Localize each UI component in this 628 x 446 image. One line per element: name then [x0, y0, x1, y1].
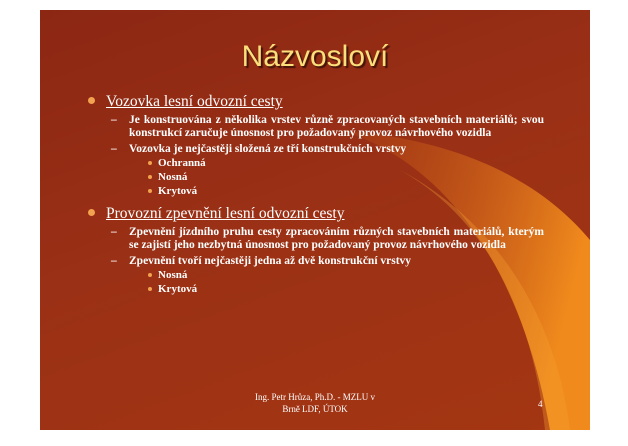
- dash-icon: –: [111, 255, 117, 267]
- dash-icon: –: [111, 114, 117, 126]
- sub-list-item: Krytová: [84, 184, 544, 198]
- sub-list-item: Ochranná: [84, 156, 544, 170]
- sub-list-item: Nosná: [84, 170, 544, 184]
- bullet-icon: [148, 189, 152, 193]
- sub-list-item: Nosná: [84, 268, 544, 282]
- bullet-icon: [148, 175, 152, 179]
- slide: [40, 10, 590, 430]
- list-item: – Zpevnění jízdního pruhu cesty zpracováním různých stavebních materiálů, kterým se zajistí jeho nezbytná únosnost pro požadovaný provoz návrhového vozidla: [111, 226, 544, 251]
- list-item: – Vozovka je nejčastěji složená ze tří konstrukčních vrstvy: [111, 143, 407, 155]
- bullet-icon: [148, 161, 152, 165]
- list-item: – Zpevnění tvoří nejčastěji jedna až dvě konstrukční vrstvy: [111, 255, 412, 267]
- list-item: – Je konstruována z několika vrstev různě zpracovaných stavebních materiálů; svou konstrukcí zaručuje únosnost pro požadovaný provoz návrhového vozidla: [111, 114, 544, 139]
- slide-footer: Ing. Petr Hrůza, Ph.D. - MZLU v Brně LDF, ÚTOK: [255, 392, 375, 414]
- dash-icon: –: [111, 143, 117, 155]
- bullet-icon: [88, 97, 95, 104]
- slide-content: [84, 90, 544, 296]
- sub-list-item: Krytová: [84, 282, 544, 296]
- bullet-icon: [148, 287, 152, 291]
- dash-icon: –: [111, 226, 117, 238]
- slide-title: Názvosloví: [241, 40, 389, 73]
- section-heading: Vozovka lesní odvozní cesty: [84, 92, 544, 111]
- bullet-icon: [88, 209, 95, 216]
- bullet-icon: [148, 273, 152, 277]
- page-number: 4: [538, 399, 543, 409]
- section-heading: Provozní zpevnění lesní odvozní cesty: [84, 204, 544, 223]
